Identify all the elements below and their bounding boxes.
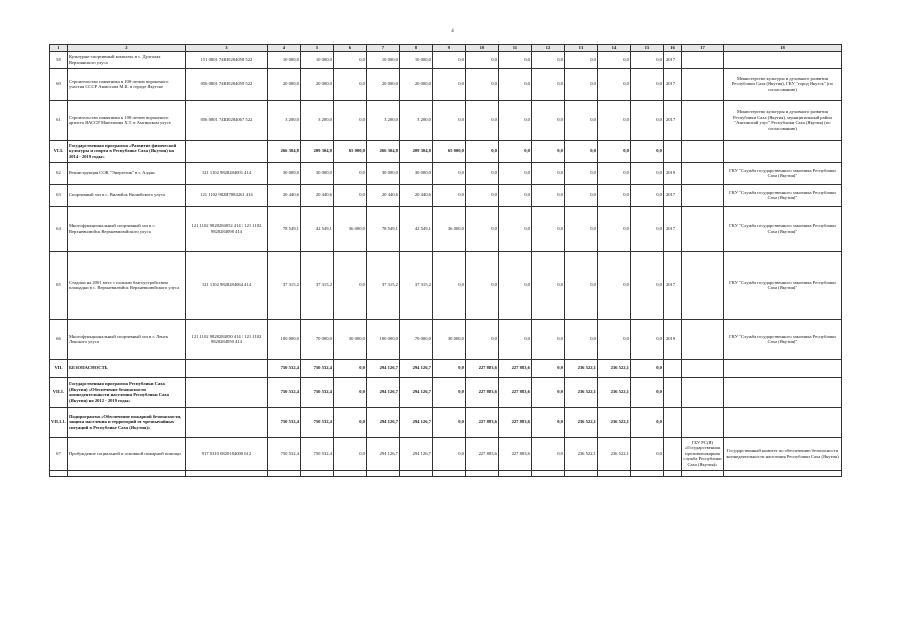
amount-cell: 0,0 bbox=[465, 68, 498, 100]
table-cell bbox=[185, 470, 267, 476]
column-header: 17 bbox=[681, 45, 723, 52]
amount-cell: 0,0 bbox=[531, 140, 564, 162]
amount-cell: 266 304,8 bbox=[267, 140, 300, 162]
amount-cell: 0,0 bbox=[465, 100, 498, 140]
table-row bbox=[50, 162, 842, 184]
amount-cell: 0,0 bbox=[333, 407, 366, 437]
amount-cell: 3 200,0 bbox=[267, 100, 300, 140]
executor-cell: ГКУ "Служба государственного заказчика Республики Саха (Якутия)" bbox=[723, 319, 841, 359]
executor-cell: ГКУ "Служба государственного заказчика Республики Саха (Якутия)" bbox=[723, 162, 841, 184]
amount-cell: 0,0 bbox=[630, 377, 663, 407]
amount-cell: 227 883,6 bbox=[498, 407, 531, 437]
customer-cell bbox=[681, 140, 723, 162]
amount-cell: 227 883,6 bbox=[498, 359, 531, 377]
amount-cell: 0,0 bbox=[630, 319, 663, 359]
amount-cell: 20 440,6 bbox=[300, 184, 333, 206]
amount-cell: 0,0 bbox=[333, 437, 366, 470]
year-cell: 2017 bbox=[663, 184, 681, 206]
table-cell bbox=[564, 470, 597, 476]
amount-cell: 0,0 bbox=[564, 184, 597, 206]
customer-cell bbox=[681, 407, 723, 437]
amount-cell: 294 126,7 bbox=[399, 437, 432, 470]
table-row bbox=[50, 377, 842, 407]
table-row bbox=[50, 206, 842, 251]
column-header: 13 bbox=[564, 45, 597, 52]
amount-cell: 0,0 bbox=[564, 100, 597, 140]
table-row bbox=[50, 140, 842, 162]
amount-cell: 0,0 bbox=[597, 319, 630, 359]
amount-cell: 236 522,1 bbox=[564, 437, 597, 470]
column-header: 3 bbox=[185, 45, 267, 52]
amount-cell: 236 522,1 bbox=[597, 377, 630, 407]
amount-cell: 0,0 bbox=[597, 68, 630, 100]
object-name: Подпрограмма «Обеспечение пожарной безопасности, защита населения и территорий от чрезвычайных ситуаций в Республике Саха (Якутия)» bbox=[67, 407, 185, 437]
amount-cell: 0,0 bbox=[333, 68, 366, 100]
budget-code: 056 0801 74Ш0284067 522 bbox=[185, 100, 267, 140]
table-cell bbox=[50, 470, 68, 476]
amount-cell: 236 522,1 bbox=[597, 437, 630, 470]
amount-cell: 30 000,0 bbox=[300, 162, 333, 184]
amount-cell: 0,0 bbox=[498, 51, 531, 68]
year-cell bbox=[663, 359, 681, 377]
amount-cell: 0,0 bbox=[432, 251, 465, 319]
budget-code: 121 1102 9828284050 414 / 121 1102 9828284050 414 bbox=[185, 319, 267, 359]
customer-cell bbox=[681, 206, 723, 251]
amount-cell: 70 000,0 bbox=[399, 319, 432, 359]
amount-cell: 42 549,1 bbox=[399, 206, 432, 251]
amount-cell: 0,0 bbox=[432, 51, 465, 68]
amount-cell: 30 000,0 bbox=[399, 162, 432, 184]
amount-cell: 0,0 bbox=[498, 100, 531, 140]
year-cell: 2017 bbox=[663, 251, 681, 319]
amount-cell: 0,0 bbox=[465, 162, 498, 184]
table-cell bbox=[67, 470, 185, 476]
amount-cell: 0,0 bbox=[333, 377, 366, 407]
amount-cell: 0,0 bbox=[630, 162, 663, 184]
amount-cell: 0,0 bbox=[630, 206, 663, 251]
amount-cell: 0,0 bbox=[333, 100, 366, 140]
amount-cell: 227 883,6 bbox=[498, 377, 531, 407]
amount-cell: 0,0 bbox=[498, 140, 531, 162]
customer-cell bbox=[681, 100, 723, 140]
row-number: 62 bbox=[50, 162, 68, 184]
amount-cell: 0,0 bbox=[432, 68, 465, 100]
amount-cell: 750 532,4 bbox=[300, 407, 333, 437]
executor-cell bbox=[723, 377, 841, 407]
customer-cell bbox=[681, 68, 723, 100]
amount-cell: 10 000,0 bbox=[300, 51, 333, 68]
amount-cell: 0,0 bbox=[531, 377, 564, 407]
amount-cell: 236 522,1 bbox=[564, 377, 597, 407]
column-header: 10 bbox=[465, 45, 498, 52]
amount-cell: 37 315,2 bbox=[267, 251, 300, 319]
amount-cell: 37 315,2 bbox=[399, 251, 432, 319]
amount-cell: 0,0 bbox=[333, 51, 366, 68]
amount-cell: 0,0 bbox=[531, 184, 564, 206]
amount-cell: 0,0 bbox=[597, 100, 630, 140]
amount-cell: 36 000,0 bbox=[432, 206, 465, 251]
column-header: 8 bbox=[399, 45, 432, 52]
column-header: 18 bbox=[723, 45, 841, 52]
amount-cell: 0,0 bbox=[465, 319, 498, 359]
amount-cell: 0,0 bbox=[630, 184, 663, 206]
table-row bbox=[50, 68, 842, 100]
amount-cell: 750 532,4 bbox=[267, 359, 300, 377]
amount-cell: 0,0 bbox=[531, 206, 564, 251]
amount-cell: 294 126,7 bbox=[366, 377, 399, 407]
amount-cell: 227 883,6 bbox=[465, 437, 498, 470]
object-name: Государственная программа «Развитие физической культуры и спорта в Республике Саха (Якутия) на 2014 - 2019 годы» bbox=[67, 140, 185, 162]
amount-cell: 30 000,0 bbox=[366, 162, 399, 184]
amount-cell: 294 126,7 bbox=[366, 359, 399, 377]
amount-cell: 78 549,1 bbox=[267, 206, 300, 251]
amount-cell: 750 532,4 bbox=[267, 437, 300, 470]
column-header: 16 bbox=[663, 45, 681, 52]
amount-cell: 3 200,0 bbox=[366, 100, 399, 140]
amount-cell: 0,0 bbox=[597, 251, 630, 319]
budget-code bbox=[185, 140, 267, 162]
executor-cell: Министерство культуры и духовного развития Республики Саха (Якутия), ГКУ "город Якутск" (по согласованию) bbox=[723, 68, 841, 100]
column-header: 4 bbox=[267, 45, 300, 52]
amount-cell: 0,0 bbox=[333, 162, 366, 184]
amount-cell: 20 000,0 bbox=[300, 68, 333, 100]
customer-cell bbox=[681, 251, 723, 319]
row-number: 67 bbox=[50, 437, 68, 470]
amount-cell: 20 440,6 bbox=[399, 184, 432, 206]
amount-cell: 0,0 bbox=[333, 359, 366, 377]
amount-cell: 20 440,6 bbox=[366, 184, 399, 206]
amount-cell: 236 522,1 bbox=[564, 407, 597, 437]
column-header: 9 bbox=[432, 45, 465, 52]
amount-cell: 236 522,1 bbox=[597, 407, 630, 437]
row-number: 61 bbox=[50, 100, 68, 140]
amount-cell: 750 532,4 bbox=[300, 377, 333, 407]
object-name: Строительство памятника к 100-летию вороненого артиста ЯАССР Максимова Х.Т. в Амгинском улусе bbox=[67, 100, 185, 140]
column-header: 11 bbox=[498, 45, 531, 52]
amount-cell: 0,0 bbox=[531, 251, 564, 319]
amount-cell: 3 200,0 bbox=[399, 100, 432, 140]
budget-code: 121 1102 982И7884261 414 bbox=[185, 184, 267, 206]
amount-cell: 37 315,2 bbox=[366, 251, 399, 319]
amount-cell: 0,0 bbox=[432, 377, 465, 407]
amount-cell: 0,0 bbox=[630, 437, 663, 470]
amount-cell: 30 000,0 bbox=[267, 162, 300, 184]
row-number: VII. bbox=[50, 359, 68, 377]
amount-cell: 294 126,7 bbox=[399, 377, 432, 407]
table-row bbox=[50, 319, 842, 359]
amount-cell: 0,0 bbox=[531, 437, 564, 470]
budget-code bbox=[185, 407, 267, 437]
object-name: Государственная программа Республики Саха (Якутия) «Обеспечение безопасности жизнедеятельности населения Республики Саха (Якутия) на 2012 - 2019 годы» bbox=[67, 377, 185, 407]
amount-cell: 750 532,4 bbox=[300, 359, 333, 377]
object-name: Пробуждение социальной и основной пожарной помощи bbox=[67, 437, 185, 470]
budget-code: 121 1102 9828284052 414 / 121 1102 9828284098 414 bbox=[185, 206, 267, 251]
amount-cell: 266 304,8 bbox=[366, 140, 399, 162]
year-cell bbox=[663, 407, 681, 437]
amount-cell: 236 522,1 bbox=[597, 359, 630, 377]
column-header: 1 bbox=[50, 45, 68, 52]
customer-cell bbox=[681, 51, 723, 68]
amount-cell: 0,0 bbox=[498, 319, 531, 359]
amount-cell: 20 440,6 bbox=[267, 184, 300, 206]
table-cell bbox=[498, 470, 531, 476]
amount-cell: 30 000,0 bbox=[432, 319, 465, 359]
amount-cell: 3 200,0 bbox=[300, 100, 333, 140]
amount-cell: 0,0 bbox=[630, 251, 663, 319]
amount-cell: 0,0 bbox=[432, 437, 465, 470]
executor-cell: ГКУ "Служба государственного заказчика Республики Саха (Якутия)" bbox=[723, 184, 841, 206]
budget-code bbox=[185, 359, 267, 377]
table-cell bbox=[300, 470, 333, 476]
column-header: 7 bbox=[366, 45, 399, 52]
column-header: 12 bbox=[531, 45, 564, 52]
executor-cell: ГКУ "Служба государственного заказчика Республики Саха (Якутия)" bbox=[723, 206, 841, 251]
amount-cell: 0,0 bbox=[597, 206, 630, 251]
customer-cell bbox=[681, 319, 723, 359]
amount-cell: 0,0 bbox=[564, 68, 597, 100]
amount-cell: 294 126,7 bbox=[366, 437, 399, 470]
investment-table bbox=[49, 44, 842, 477]
executor-cell: Министерство культуры и духовного развития Республики Саха (Якутия), муниципальный район "Амгинский улус" Республики Саха (Якутия) (по согласованию) bbox=[723, 100, 841, 140]
amount-cell: 0,0 bbox=[564, 162, 597, 184]
amount-cell: 209 304,8 bbox=[399, 140, 432, 162]
amount-cell: 227 883,6 bbox=[465, 407, 498, 437]
row-number: VI.5. bbox=[50, 140, 68, 162]
table-header-row bbox=[50, 45, 842, 52]
year-cell: 2019 bbox=[663, 162, 681, 184]
amount-cell: 100 000,0 bbox=[366, 319, 399, 359]
object-name: Стадион на 2001 мест с полным благоустройством площадки в с. Верхневилюйск Верхневилюйского улуса bbox=[67, 251, 185, 319]
page-number: 4 bbox=[451, 29, 454, 34]
amount-cell: 0,0 bbox=[432, 407, 465, 437]
amount-cell: 0,0 bbox=[498, 251, 531, 319]
budget-code bbox=[185, 377, 267, 407]
table-cell bbox=[399, 470, 432, 476]
table-cell bbox=[663, 470, 681, 476]
amount-cell: 0,0 bbox=[630, 100, 663, 140]
amount-cell: 0,0 bbox=[630, 140, 663, 162]
table-cell bbox=[366, 470, 399, 476]
amount-cell: 0,0 bbox=[498, 68, 531, 100]
table-cell bbox=[432, 470, 465, 476]
table-row bbox=[50, 407, 842, 437]
amount-cell: 65 000,0 bbox=[432, 140, 465, 162]
column-header: 15 bbox=[630, 45, 663, 52]
amount-cell: 0,0 bbox=[333, 251, 366, 319]
table-row bbox=[50, 51, 842, 68]
amount-cell: 0,0 bbox=[597, 51, 630, 68]
table-row-empty bbox=[50, 470, 842, 476]
customer-cell bbox=[681, 377, 723, 407]
amount-cell: 0,0 bbox=[531, 319, 564, 359]
table-row bbox=[50, 251, 842, 319]
year-cell: 2017 bbox=[663, 206, 681, 251]
amount-cell: 0,0 bbox=[432, 184, 465, 206]
amount-cell: 0,0 bbox=[531, 359, 564, 377]
executor-cell bbox=[723, 359, 841, 377]
row-number: VII.1.1. bbox=[50, 407, 68, 437]
amount-cell: 227 883,6 bbox=[465, 359, 498, 377]
amount-cell: 0,0 bbox=[432, 100, 465, 140]
amount-cell: 0,0 bbox=[531, 51, 564, 68]
amount-cell: 750 532,4 bbox=[300, 437, 333, 470]
amount-cell: 236 522,1 bbox=[564, 359, 597, 377]
amount-cell: 0,0 bbox=[531, 68, 564, 100]
amount-cell: 20 000,0 bbox=[366, 68, 399, 100]
year-cell: 2017 bbox=[663, 100, 681, 140]
year-cell bbox=[663, 437, 681, 470]
amount-cell: 0,0 bbox=[465, 184, 498, 206]
executor-cell bbox=[723, 407, 841, 437]
amount-cell: 0,0 bbox=[564, 319, 597, 359]
column-header: 6 bbox=[333, 45, 366, 52]
amount-cell: 0,0 bbox=[465, 206, 498, 251]
amount-cell: 0,0 bbox=[531, 407, 564, 437]
year-cell: 2017 bbox=[663, 51, 681, 68]
executor-cell bbox=[723, 51, 841, 68]
table-cell bbox=[723, 470, 841, 476]
amount-cell: 0,0 bbox=[498, 162, 531, 184]
object-name: Культурно-спортивный комплекс в с. Дулгалах Верхоянского улуса bbox=[67, 51, 185, 68]
object-name: Многофункциональный спортивный зал в г. Ленск Ленского улуса bbox=[67, 319, 185, 359]
amount-cell: 20 000,0 bbox=[399, 68, 432, 100]
amount-cell: 750 532,4 bbox=[267, 377, 300, 407]
row-number: 58 bbox=[50, 51, 68, 68]
amount-cell: 70 000,0 bbox=[300, 319, 333, 359]
table-cell bbox=[630, 470, 663, 476]
table-row bbox=[50, 359, 842, 377]
column-header: 2 bbox=[67, 45, 185, 52]
row-number: 66 bbox=[50, 319, 68, 359]
amount-cell: 227 883,6 bbox=[465, 377, 498, 407]
table-cell bbox=[267, 470, 300, 476]
amount-cell: 0,0 bbox=[465, 51, 498, 68]
amount-cell: 30 000,0 bbox=[333, 319, 366, 359]
object-name: Спортивный зал в с. Вилюйск Вилюйского улуса bbox=[67, 184, 185, 206]
amount-cell: 0,0 bbox=[630, 359, 663, 377]
table-cell bbox=[531, 470, 564, 476]
table-row bbox=[50, 184, 842, 206]
amount-cell: 0,0 bbox=[432, 359, 465, 377]
table-cell bbox=[681, 470, 723, 476]
budget-code: 151 0801 74Ш0284058 522 bbox=[185, 51, 267, 68]
budget-code: 056 0801 74Ш0284059 522 bbox=[185, 68, 267, 100]
table-row bbox=[50, 437, 842, 470]
amount-cell: 227 883,6 bbox=[498, 437, 531, 470]
customer-cell bbox=[681, 184, 723, 206]
amount-cell: 42 549,1 bbox=[300, 206, 333, 251]
row-number: 60 bbox=[50, 68, 68, 100]
table-cell bbox=[597, 470, 630, 476]
amount-cell: 0,0 bbox=[498, 184, 531, 206]
executor-cell: ГКУ "Служба государственного заказчика Республики Саха (Якутия)" bbox=[723, 251, 841, 319]
amount-cell: 0,0 bbox=[630, 51, 663, 68]
row-number: 63 bbox=[50, 184, 68, 206]
budget-code: 121 1102 9828284064 414 bbox=[185, 251, 267, 319]
column-header: 14 bbox=[597, 45, 630, 52]
object-name: Строительство памятника в 100-летию вороненого участия СССР Аммосова М.К. в городе Якутске bbox=[67, 68, 185, 100]
amount-cell: 10 000,0 bbox=[366, 51, 399, 68]
amount-cell: 10 000,0 bbox=[267, 51, 300, 68]
row-number: 65 bbox=[50, 251, 68, 319]
amount-cell: 0,0 bbox=[630, 68, 663, 100]
amount-cell: 100 000,0 bbox=[267, 319, 300, 359]
amount-cell: 0,0 bbox=[597, 140, 630, 162]
amount-cell: 0,0 bbox=[597, 162, 630, 184]
column-header: 5 bbox=[300, 45, 333, 52]
amount-cell: 294 126,7 bbox=[366, 407, 399, 437]
amount-cell: 0,0 bbox=[465, 140, 498, 162]
amount-cell: 294 126,7 bbox=[399, 359, 432, 377]
amount-cell: 0,0 bbox=[333, 184, 366, 206]
object-name: Многофункциональный спортивный зал в с. Верхневилюйск Верхневилюйского улуса bbox=[67, 206, 185, 251]
table-row bbox=[50, 100, 842, 140]
amount-cell: 0,0 bbox=[630, 407, 663, 437]
table-cell bbox=[465, 470, 498, 476]
amount-cell: 0,0 bbox=[432, 162, 465, 184]
row-number: 64 bbox=[50, 206, 68, 251]
amount-cell: 0,0 bbox=[564, 251, 597, 319]
amount-cell: 20 000,0 bbox=[267, 68, 300, 100]
amount-cell: 0,0 bbox=[597, 184, 630, 206]
amount-cell: 10 000,0 bbox=[399, 51, 432, 68]
amount-cell: 0,0 bbox=[531, 100, 564, 140]
year-cell bbox=[663, 377, 681, 407]
amount-cell: 37 315,2 bbox=[300, 251, 333, 319]
object-name: БЕЗОПАСНОСТЬ bbox=[67, 359, 185, 377]
amount-cell: 65 000,0 bbox=[333, 140, 366, 162]
executor-cell: Государственный комитет по обеспечению безопасности жизнедеятельности населения Республики Саха (Якутия) bbox=[723, 437, 841, 470]
amount-cell: 209 304,8 bbox=[300, 140, 333, 162]
customer-cell: ГБУ РС(Я) «Государственная противопожарная служба Республики Саха (Якутия)» bbox=[681, 437, 723, 470]
year-cell: 2019 bbox=[663, 319, 681, 359]
budget-code: 121 1102 9828284001 414 bbox=[185, 162, 267, 184]
customer-cell bbox=[681, 162, 723, 184]
row-number: VII.1. bbox=[50, 377, 68, 407]
amount-cell: 0,0 bbox=[465, 251, 498, 319]
customer-cell bbox=[681, 359, 723, 377]
amount-cell: 0,0 bbox=[531, 162, 564, 184]
year-cell: 2017 bbox=[663, 68, 681, 100]
executor-cell bbox=[723, 140, 841, 162]
object-name: Реконструкция СОК "Энергетик" в г. Алдан bbox=[67, 162, 185, 184]
amount-cell: 36 000,0 bbox=[333, 206, 366, 251]
budget-code: 917 0310 0820184000 612 bbox=[185, 437, 267, 470]
amount-cell: 0,0 bbox=[564, 206, 597, 251]
amount-cell: 294 126,7 bbox=[399, 407, 432, 437]
year-cell bbox=[663, 140, 681, 162]
amount-cell: 78 549,1 bbox=[366, 206, 399, 251]
table-cell bbox=[333, 470, 366, 476]
amount-cell: 0,0 bbox=[498, 206, 531, 251]
amount-cell: 0,0 bbox=[564, 51, 597, 68]
amount-cell: 750 532,4 bbox=[267, 407, 300, 437]
amount-cell: 0,0 bbox=[564, 140, 597, 162]
